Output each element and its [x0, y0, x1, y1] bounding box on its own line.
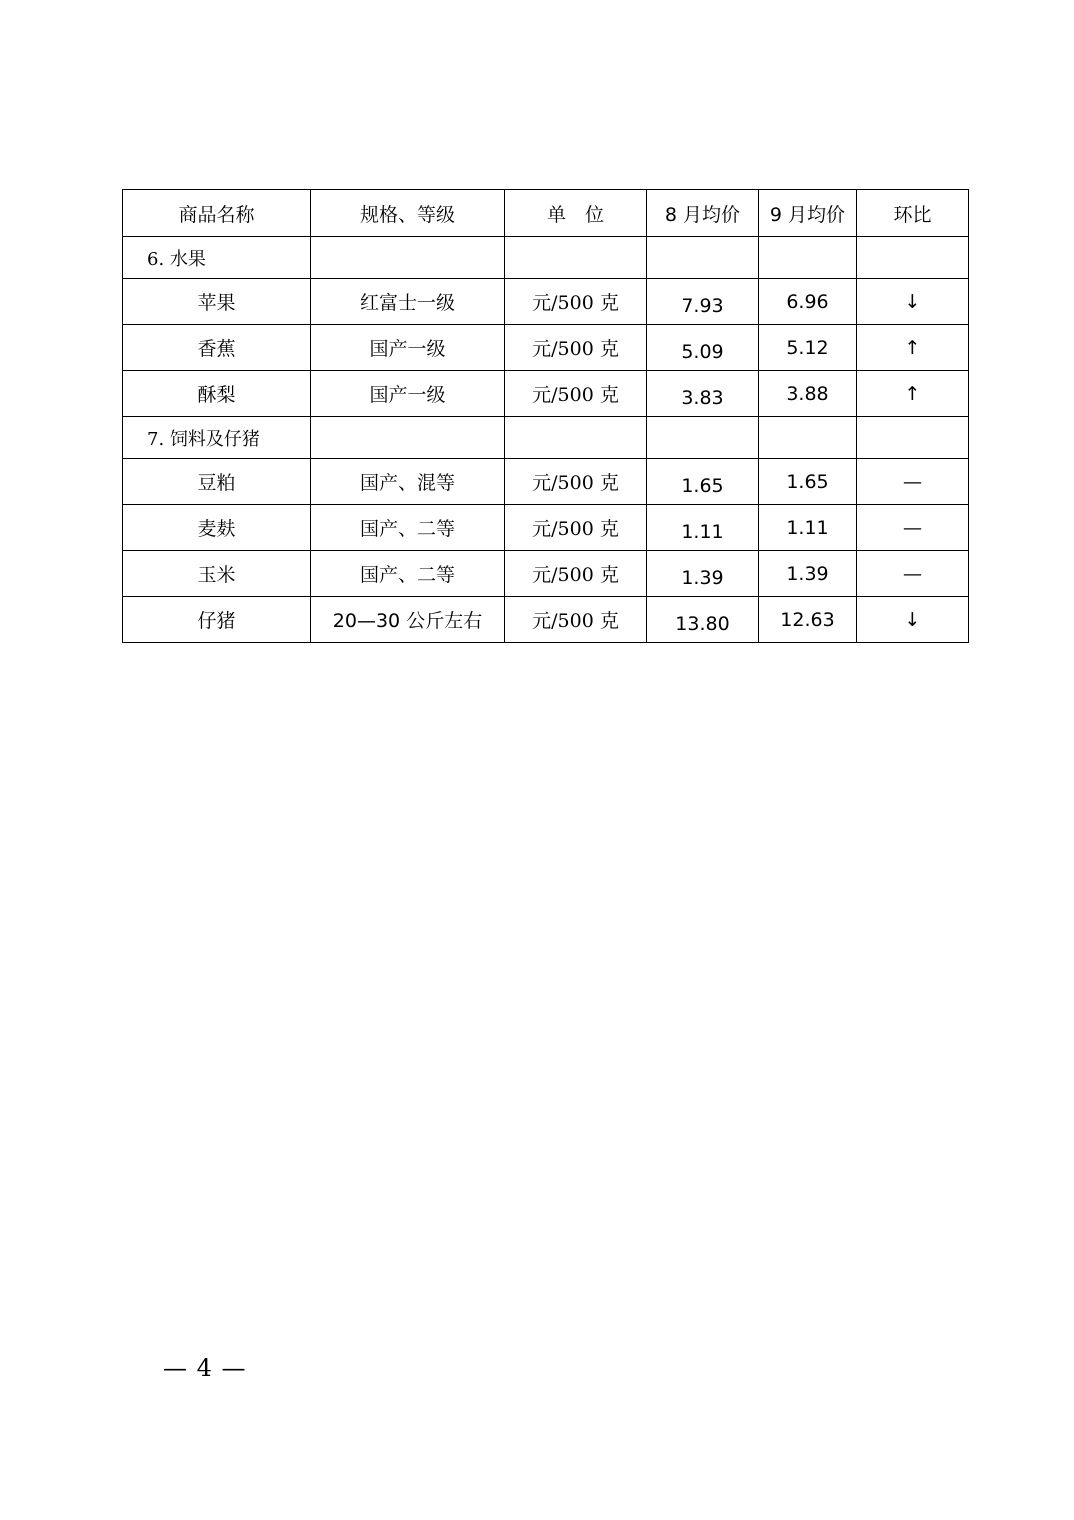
item-unit: 元/500 克	[505, 459, 647, 505]
item-unit: 元/500 克	[505, 279, 647, 325]
table-row	[123, 505, 969, 551]
item-name: 香蕉	[123, 325, 311, 371]
trend-flat-icon: —	[857, 551, 969, 597]
item-spec: 红富士一级	[311, 279, 505, 325]
item-name: 麦麸	[123, 505, 311, 551]
item-sep-price: 12.63	[759, 597, 857, 643]
item-spec: 国产、二等	[311, 551, 505, 597]
item-unit: 元/500 克	[505, 505, 647, 551]
item-aug-price: 7.93	[647, 279, 759, 325]
section-row	[123, 237, 969, 279]
trend-flat-icon: —	[857, 505, 969, 551]
item-unit: 元/500 克	[505, 371, 647, 417]
item-aug-price: 5.09	[647, 325, 759, 371]
item-spec: 20—30 公斤左右	[311, 597, 505, 643]
item-aug-price: 1.39	[647, 551, 759, 597]
item-unit: 元/500 克	[505, 551, 647, 597]
item-aug-price: 3.83	[647, 371, 759, 417]
item-aug-price: 13.80	[647, 597, 759, 643]
item-name: 苹果	[123, 279, 311, 325]
header-aug: 8 月均价	[647, 190, 759, 237]
price-table	[122, 189, 969, 643]
item-spec: 国产一级	[311, 371, 505, 417]
table-row	[123, 551, 969, 597]
item-spec: 国产、二等	[311, 505, 505, 551]
table-row	[123, 279, 969, 325]
item-name: 玉米	[123, 551, 311, 597]
item-sep-price: 3.88	[759, 371, 857, 417]
item-sep-price: 1.11	[759, 505, 857, 551]
section-title: 6. 水果	[123, 237, 311, 279]
item-sep-price: 1.39	[759, 551, 857, 597]
item-sep-price: 1.65	[759, 459, 857, 505]
trend-down-icon: ↓	[857, 279, 969, 325]
table-row	[123, 371, 969, 417]
item-aug-price: 1.65	[647, 459, 759, 505]
header-name: 商品名称	[123, 190, 311, 237]
trend-down-icon: ↓	[857, 597, 969, 643]
item-name: 仔猪	[123, 597, 311, 643]
section-row	[123, 417, 969, 459]
header-row	[123, 190, 969, 237]
item-spec: 国产、混等	[311, 459, 505, 505]
item-aug-price: 1.11	[647, 505, 759, 551]
page-number: — 4 —	[163, 1354, 247, 1382]
trend-up-icon: ↑	[857, 325, 969, 371]
item-name: 酥梨	[123, 371, 311, 417]
item-unit: 元/500 克	[505, 325, 647, 371]
header-sep: 9 月均价	[759, 190, 857, 237]
item-spec: 国产一级	[311, 325, 505, 371]
table-row	[123, 597, 969, 643]
item-unit: 元/500 克	[505, 597, 647, 643]
trend-flat-icon: —	[857, 459, 969, 505]
header-mom: 环比	[857, 190, 969, 237]
item-sep-price: 5.12	[759, 325, 857, 371]
header-spec: 规格、等级	[311, 190, 505, 237]
item-sep-price: 6.96	[759, 279, 857, 325]
item-name: 豆粕	[123, 459, 311, 505]
header-unit: 单 位	[505, 190, 647, 237]
trend-up-icon: ↑	[857, 371, 969, 417]
table-row	[123, 325, 969, 371]
section-title: 7. 饲料及仔猪	[123, 417, 311, 459]
table-row	[123, 459, 969, 505]
